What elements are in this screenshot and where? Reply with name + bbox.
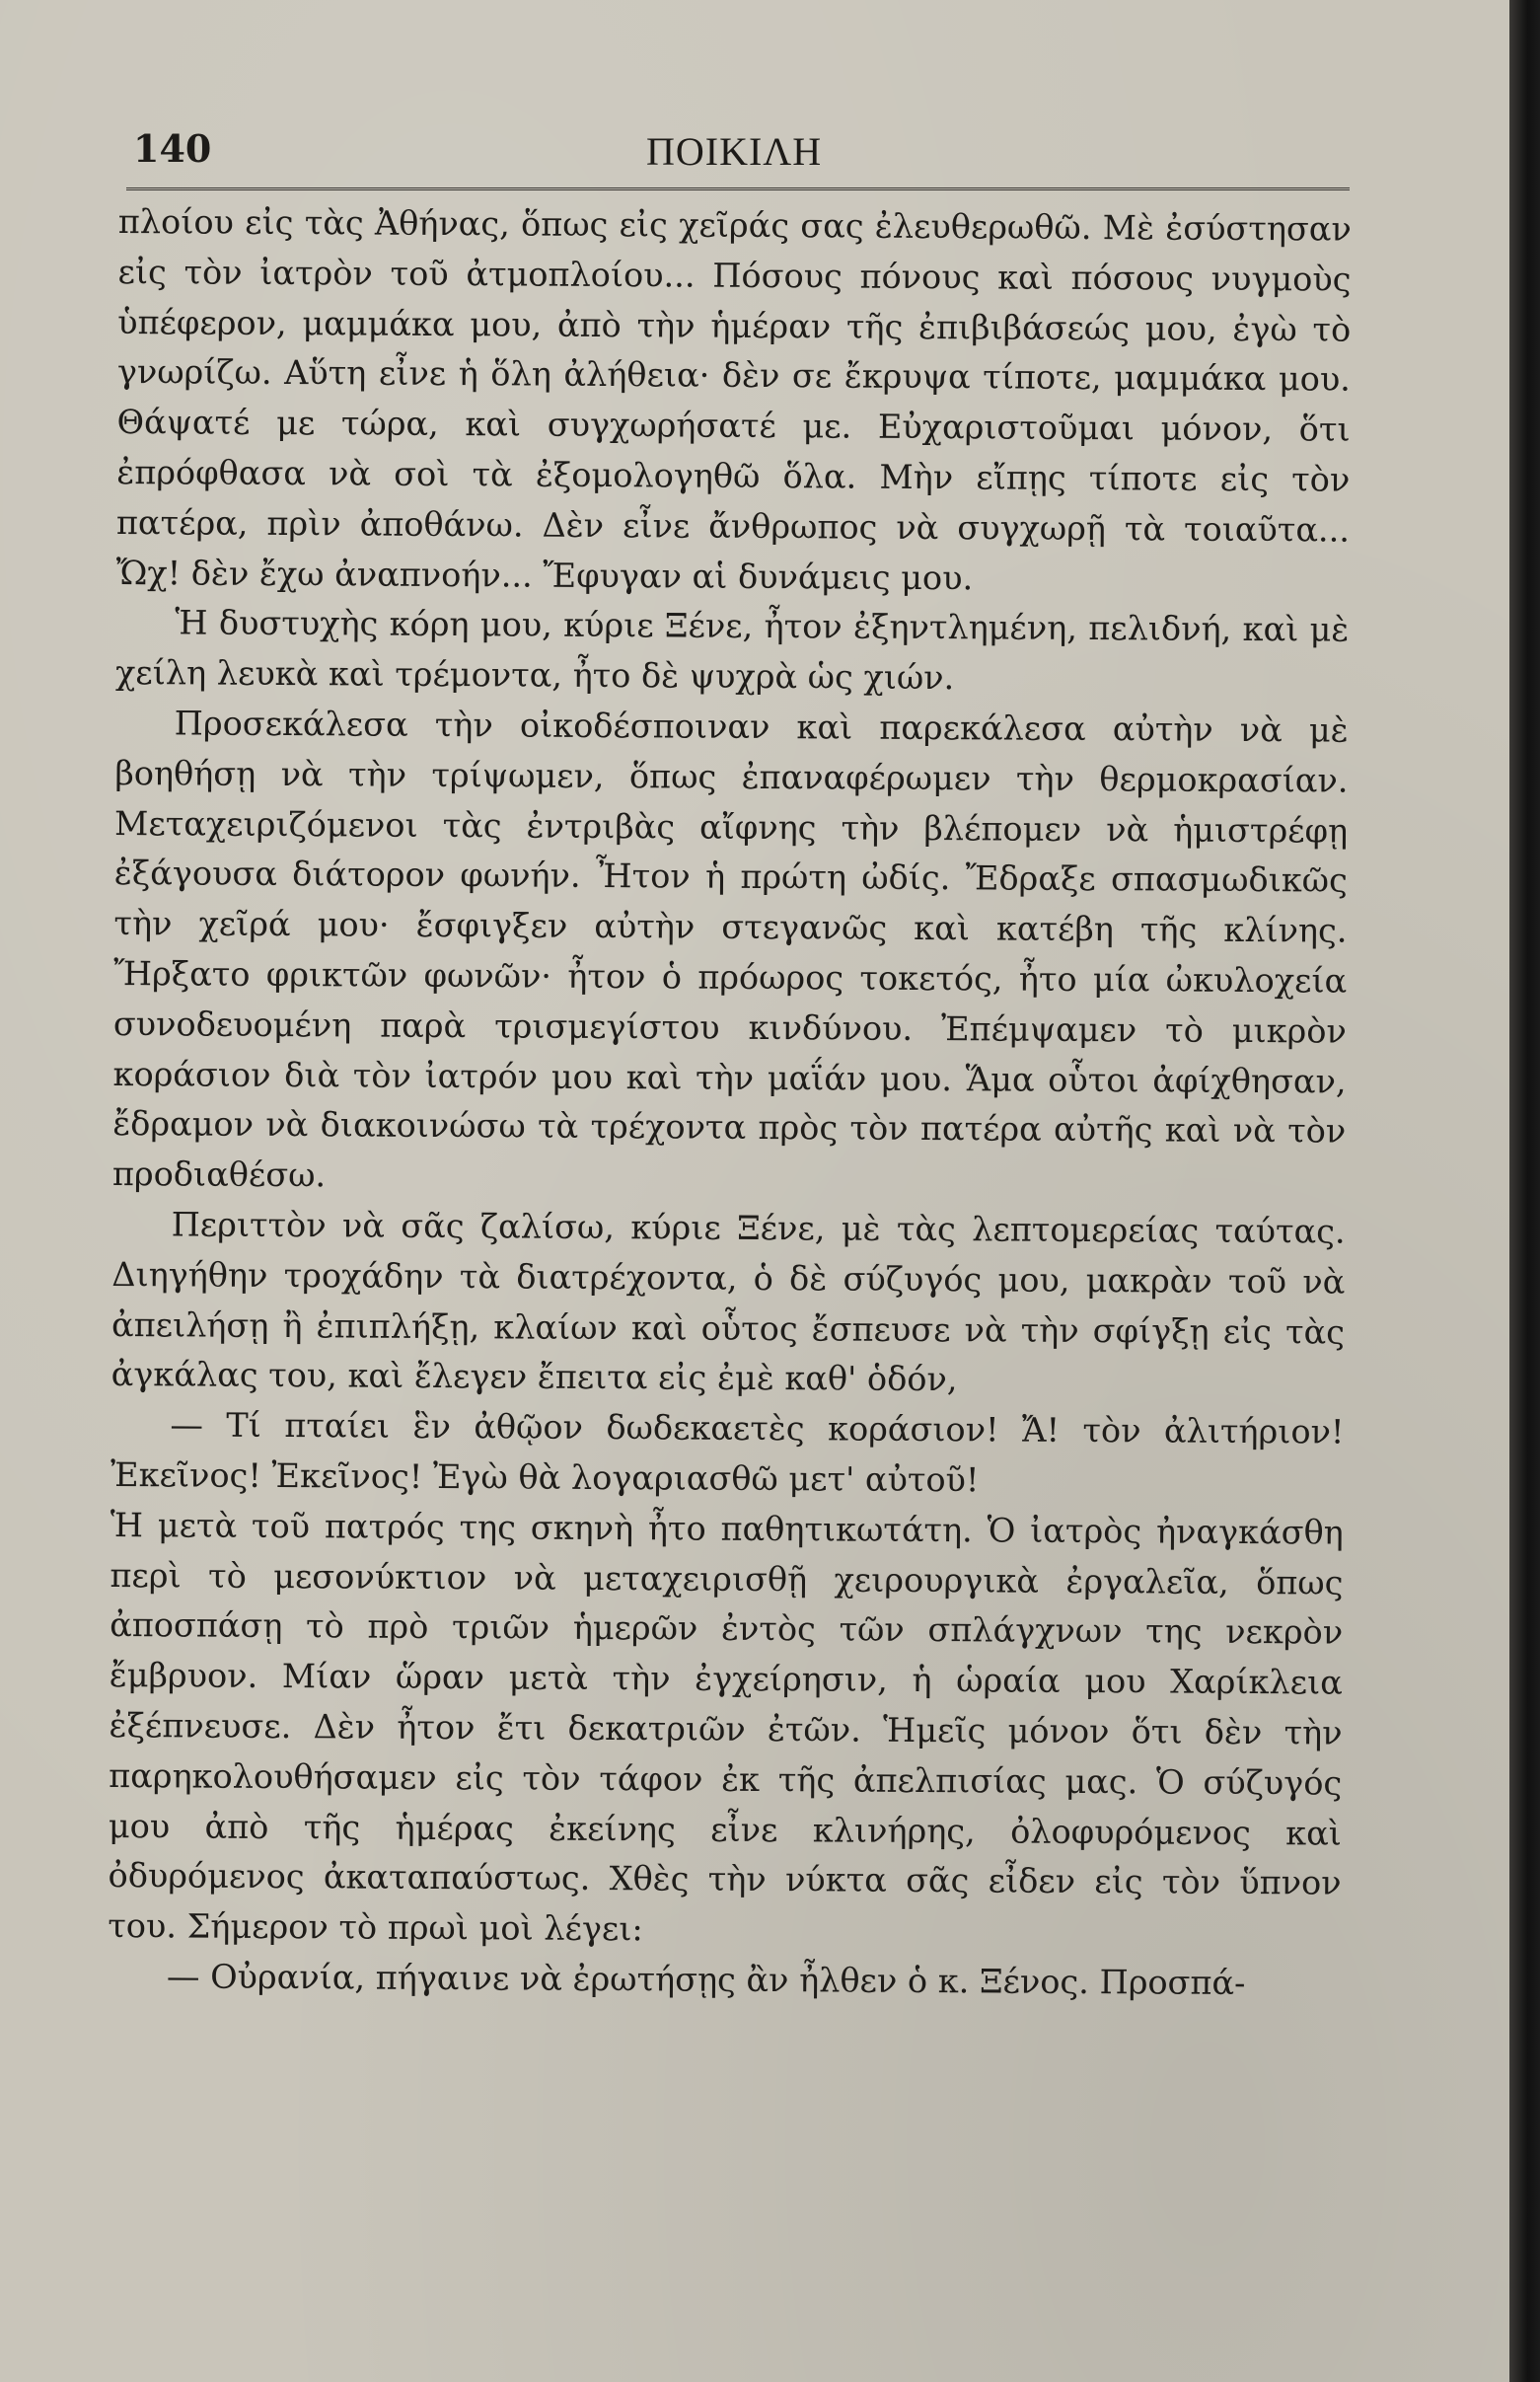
body-text	[108, 197, 1352, 2009]
paragraph: Περιττὸν νὰ σᾶς ζαλίσω, κύριε Ξένε, μὲ τὰς λεπτομερείας ταύτας. Διηγήθην τροχάδην τὰ διατρέχοντα, ὁ δὲ σύζυγός μου, μακρὰν τοῦ νὰ ἀπειλήσῃ ἢ ἐπιπλήξῃ, κλαίων καὶ οὗτος ἔσπευσε νὰ τὴν σφίγξῃ εἰς τὰς ἀγκάλας του, καὶ ἔλεγεν ἔπειτα εἰς ἐμὲ καθ' ὁδόν,	[110, 1205, 1346, 1399]
header-rule	[126, 187, 1350, 190]
dialogue-line: — Οὐρανία, πήγαινε νὰ ἐρωτήσῃς ἂν ἦλθεν ὁ κ. Ξένος. Προσπά-	[166, 1957, 1246, 2002]
dialogue-line: — Τί πταίει ἓν ἀθῷον δωδεκαετὲς κοράσιον! Ἄ! τὸν ἀλιτήριον! Ἐκεῖνος! Ἐκεῖνος! Ἐγὼ θὰ λογαριασθῶ μετ' αὐτοῦ!	[110, 1405, 1345, 1500]
page-header	[133, 126, 1347, 186]
paragraph: Ἡ μετὰ τοῦ πατρός της σκηνὴ ἦτο παθητικωτάτη. Ὁ ἰατρὸς ἠναγκάσθη περὶ τὸ μεσονύκτιον νὰ μεταχειρισθῇ χειρουργικὰ ἐργαλεῖα, ὅπως ἀποσπάσῃ τὸ πρὸ τριῶν ἡμερῶν ἐντὸς τῶν σπλάγχνων της νεκρὸν ἔμβρυον. Μίαν ὥραν μετὰ τὴν ἐγχείρησιν, ἡ ὡραία μου Χαρίκλεια ἐξέπνευσε. Δὲν ἦτον ἔτι δεκατριῶν ἐτῶν. Ἡμεῖς μόνον ὅτι δὲν τὴν παρηκολουθήσαμεν εἰς τὸν τάφον ἐκ τῆς ἀπελπισίας μας. Ὁ σύζυγός μου ἀπὸ τῆς ἡμέρας ἐκείνης εἶνε κλινήρης, ὀλοφυρόμενος καὶ ὀδυρόμενος ἀκαταπαύστως. Χθὲς τὴν νύκτα σᾶς εἶδεν εἰς τὸν ὕπνον του. Σήμερον τὸ πρωὶ μοὶ λέγει:	[108, 1505, 1344, 1949]
paragraph: Προσεκάλεσα τὴν οἰκοδέσποιναν καὶ παρεκάλεσα αὐτὴν νὰ μὲ βοηθήσῃ νὰ τὴν τρίψωμεν, ὅπως ἐπαναφέρωμεν τὴν θερμοκρασίαν. Μεταχειριζόμενοι τὰς ἐντριβὰς αἴφνης τὴν βλέπομεν νὰ ἡμιστρέφῃ ἐξάγουσα διάτορον φωνήν. Ἦτον ἡ πρώτη ὠδίς. Ἔδραξε σπασμωδικῶς τὴν χεῖρά μου· ἔσφιγξεν αὐτὴν στεγανῶς καὶ κατέβη τῆς κλίνης. Ἤρξατο φρικτῶν φωνῶν· ἦτον ὁ πρόωρος τοκετός, ἦτο μία ὠκυλοχεία συνοδευομένη παρὰ τρισμεγίστου κινδύνου. Ἐπέμψαμεν τὸ μικρὸν κοράσιον διὰ τὸν ἰατρόν μου καὶ τὴν μαΐάν μου. Ἅμα οὗτοι ἀφίχθησαν, ἔδραμον νὰ διακοινώσω τὰ τρέχοντα πρὸς τὸν πατέρα αὐτῆς καὶ νὰ τὸν προδιαθέσω.	[111, 704, 1349, 1195]
page-number: 140	[133, 126, 212, 171]
paragraph: πλοίου εἰς τὰς Ἀθήνας, ὅπως εἰς χεῖράς σας ἐλευθερωθῶ. Μὲ ἐσύστησαν εἰς τὸν ἰατρὸν τοῦ ἀτμοπλοίου... Πόσους πόνους καὶ πόσους νυγμοὺς ὑπέφερον, μαμμάκα μου, ἀπὸ τὴν ἡμέραν τῆς ἐπιβιβάσεώς μου, ἐγὼ τὸ γνωρίζω. Αὕτη εἶνε ἡ ὅλη ἀλήθεια· δὲν σε ἔκρυψα τίποτε, μαμμάκα μου. Θάψατέ με τώρα, καὶ συγχωρήσατέ με. Εὐχαριστοῦμαι μόνον, ὅτι ἐπρόφθασα νὰ σοὶ τὰ ἐξομολογηθῶ ὅλα. Μὴν εἴπῃς τίποτε εἰς τὸν πατέρα, πρὶν ἀποθάνω. Δὲν εἶνε ἄνθρωπος νὰ συγχωρῇ τὰ τοιαῦτα... Ὤχ! δὲν ἔχω ἀναπνοήν... Ἔφυγαν αἱ δυνάμεις μου.	[115, 201, 1352, 597]
running-head: ΠΟΙΚΙΛΗ	[646, 129, 823, 174]
paragraph: Ἡ δυστυχὴς κόρη μου, κύριε Ξένε, ἦτον ἐξηντλημένη, πελιδνή, καὶ μὲ χείλη λευκὰ καὶ τρέμοντα, ἦτο δὲ ψυχρὰ ὡς χιών.	[114, 603, 1350, 698]
binding-edge	[1509, 0, 1540, 2382]
